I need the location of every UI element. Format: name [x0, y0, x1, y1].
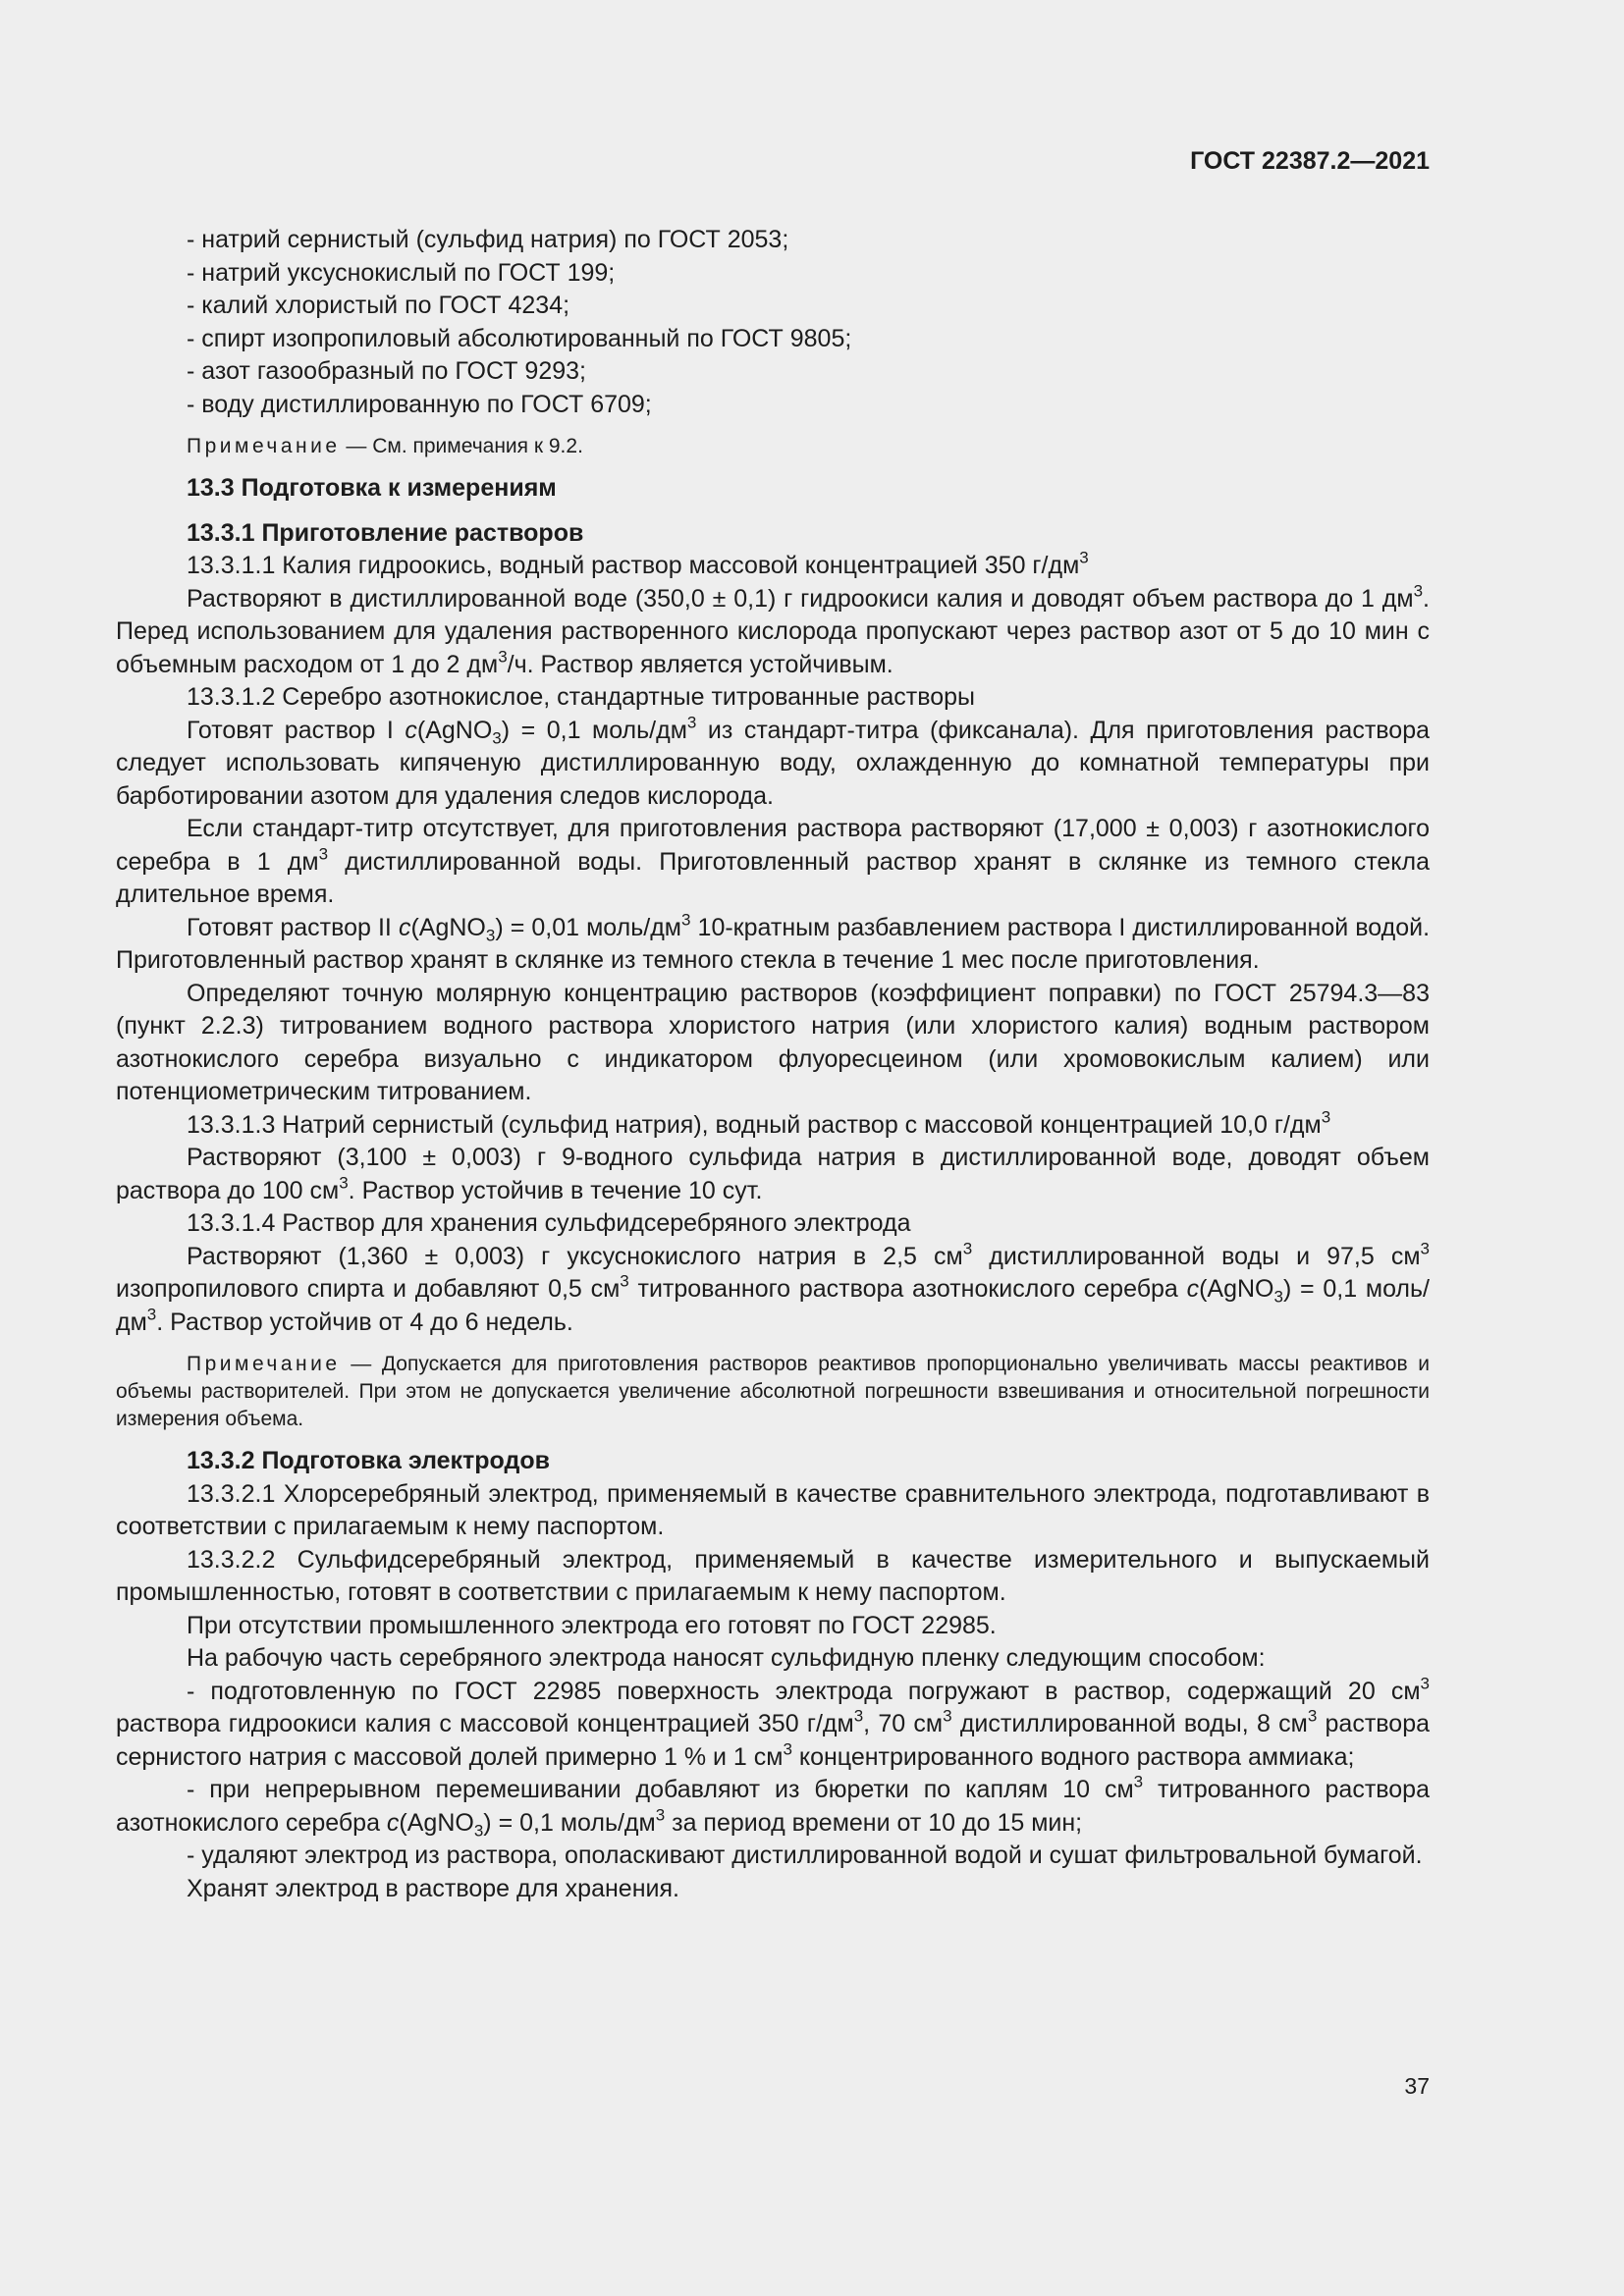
page-number: 37	[1404, 2073, 1430, 2099]
paragraph-no-industrial-electrode: При отсутствии промышленного электрода его готовят по ГОСТ 22985.	[187, 1611, 997, 1639]
paragraph-13-3-2-2: 13.3.2.2 Сульфидсеребряный электрод, применяемый в качестве измерительного и выпускаемый промышленностью, готовят в соответствии с прилагаемым к нему паспортом.	[116, 1545, 1430, 1606]
reagent-list	[116, 224, 1430, 421]
paragraph-sulfide-film: На рабочую часть серебряного электрода наносят сульфидную пленку следующим способом:	[187, 1644, 1266, 1672]
note-1	[116, 433, 1430, 460]
paragraph-step-rinse: - удаляют электрод из раствора, ополаскивают дистиллированной водой и сушат фильтровальной бумагой.	[187, 1842, 1423, 1869]
reagent-item: - спирт изопропиловый абсолютированный по ГОСТ 9805;	[187, 324, 852, 352]
paragraph-solution-1: Готовят раствор I c(AgNO$_3$) = 0,1 моль/$дм^3$ из стандарт-титра (фиксанала). Для приготовления раствора следует использовать кипяченую дистиллированную воду, охлажденную до комнатной температуры при барботировании азотом для удаления следов кислорода.	[116, 712, 1431, 810]
document-code: ГОСТ 22387.2—2021	[1190, 147, 1430, 175]
page-content	[116, 224, 1430, 1905]
paragraph-storage-solution: Растворяют (1,360 ± 0,003) г уксуснокислого натрия в 2,5 $см^3$ дистиллированной воды и 97,5 $см^3$ изопропилового спирта и добавляют 0,5 $см^3$ титрованного раствора азотнокислого серебра c(AgNO$_3$) = 0,1 моль/$дм^3$. Раствор устойчив от 4 до 6 недель.	[116, 1238, 1431, 1336]
paragraph-store-electrode: Хранят электрод в растворе для хранения.	[187, 1874, 679, 1902]
reagent-item: - натрий сернистый (сульфид натрия) по ГОСТ 2053;	[187, 226, 789, 253]
reagent-item: - натрий уксуснокислый по ГОСТ 199;	[187, 258, 616, 287]
reagent-item: - азот газообразный по ГОСТ 9293;	[187, 357, 586, 385]
paragraph-no-standard-titer: Если стандарт-титр отсутствует, для приготовления раствора растворяют (17,000 ± 0,003) г азотнокислого серебра в 1 $дм^3$ дистиллированной воды. Приготовленный раствор хранят в склянке из темного стекла длительное время.	[116, 815, 1430, 908]
paragraph-step-immerse: - подготовленную по ГОСТ 22985 поверхность электрода погружают в раствор, содержащий 20 $см^3$ раствора гидроокиси калия с массовой концентрацией 350 $г/дм^3$, 70 $см^3$ дистиллированной воды, 8 $см^3$ раствора сернистого натрия с массовой долей примерно 1 % и 1 $см^3$ концентрированного водного раствора аммиака;	[116, 1673, 1430, 1771]
section-13-3-1-title: 13.3.1 Приготовление растворов	[187, 518, 584, 547]
paragraph-13-3-2-1: 13.3.2.1 Хлорсеребряный электрод, применяемый в качестве сравнительного электрода, подготавливают в соответствии с прилагаемым к нему паспортом.	[116, 1479, 1430, 1540]
note-2	[116, 1351, 1430, 1433]
section-13-3-title: 13.3 Подготовка к измерениям	[187, 474, 557, 502]
note-text: — См. примечания к 9.2.	[340, 435, 583, 457]
note-label: Примечание	[187, 1353, 341, 1375]
paragraph-sulfide-preparation: Растворяют (3,100 ± 0,003) г 9-водного сульфида натрия в дистиллированной воде, доводят объем раствора до 100 $см^3$. Раствор устойчив в течение 10 сут.	[116, 1144, 1430, 1204]
paragraph-koh-preparation: Растворяют в дистиллированной воде (350,0 ± 0,1) г гидроокиси калия и доводят объем раствора до 1 $дм^3$. Перед использованием для удаления растворенного кислорода пропускают через раствор азот от 5 до 10 мин с объемным расходом от 1 до 2 $дм^3/ч$. Раствор является устойчивым.	[116, 580, 1430, 678]
paragraph-molar-concentration: Определяют точную молярную концентрацию растворов (коэффициент поправки) по ГОСТ 25794.3—83 (пункт 2.2.3) титрованием водного раствора хлористого натрия (или хлористого калия) водным раствором азотнокислого серебра визуально с индикатором флуоресцеином (или хромовокислым калием) или потенциометрическим титрованием.	[116, 979, 1430, 1105]
paragraph-13-3-1-4: 13.3.1.4 Раствор для хранения сульфидсеребряного электрода	[187, 1209, 911, 1237]
note-label: Примечание	[187, 435, 341, 457]
paragraph-solution-2: Готовят раствор II c(AgNO$_3$) = 0,01 моль/$дм^3$ 10-кратным разбавлением раствора I дистиллированной водой. Приготовленный раствор хранят в склянке из темного стекла в течение 1 мес после приготовления.	[116, 909, 1431, 974]
paragraph-13-3-1-3: 13.3.1.3 Натрий сернистый (сульфид натрия), водный раствор с массовой концентрацией 10,0 $г/дм^3$	[187, 1106, 1331, 1139]
reagent-item: - калий хлористый по ГОСТ 4234;	[187, 292, 570, 319]
paragraph-13-3-1-2: 13.3.1.2 Серебро азотнокислое, стандартные титрованные растворы	[187, 683, 975, 711]
reagent-item: - воду дистиллированную по ГОСТ 6709;	[187, 390, 652, 418]
paragraph-13-3-1-1: 13.3.1.1 Калия гидроокись, водный раствор массовой концентрацией 350 $г/дм^3$	[187, 548, 1089, 579]
paragraph-step-titrate: - при непрерывном перемешивании добавляют из бюретки по каплям 10 $см^3$ титрованного раствора азотнокислого серебра c(AgNO$_3$) = 0,1 моль/$дм^3$ за период времени от 10 до 15 мин;	[116, 1772, 1430, 1840]
section-13-3-2-title: 13.3.2 Подготовка электродов	[187, 1447, 550, 1474]
note-text: — Допускается для приготовления растворов реактивов пропорционально увеличивать массы реактивов и объемы растворителей. При этом не допускается увеличение абсолютной погрешности взвешивания и относительной погрешности измерения объема.	[116, 1353, 1430, 1430]
